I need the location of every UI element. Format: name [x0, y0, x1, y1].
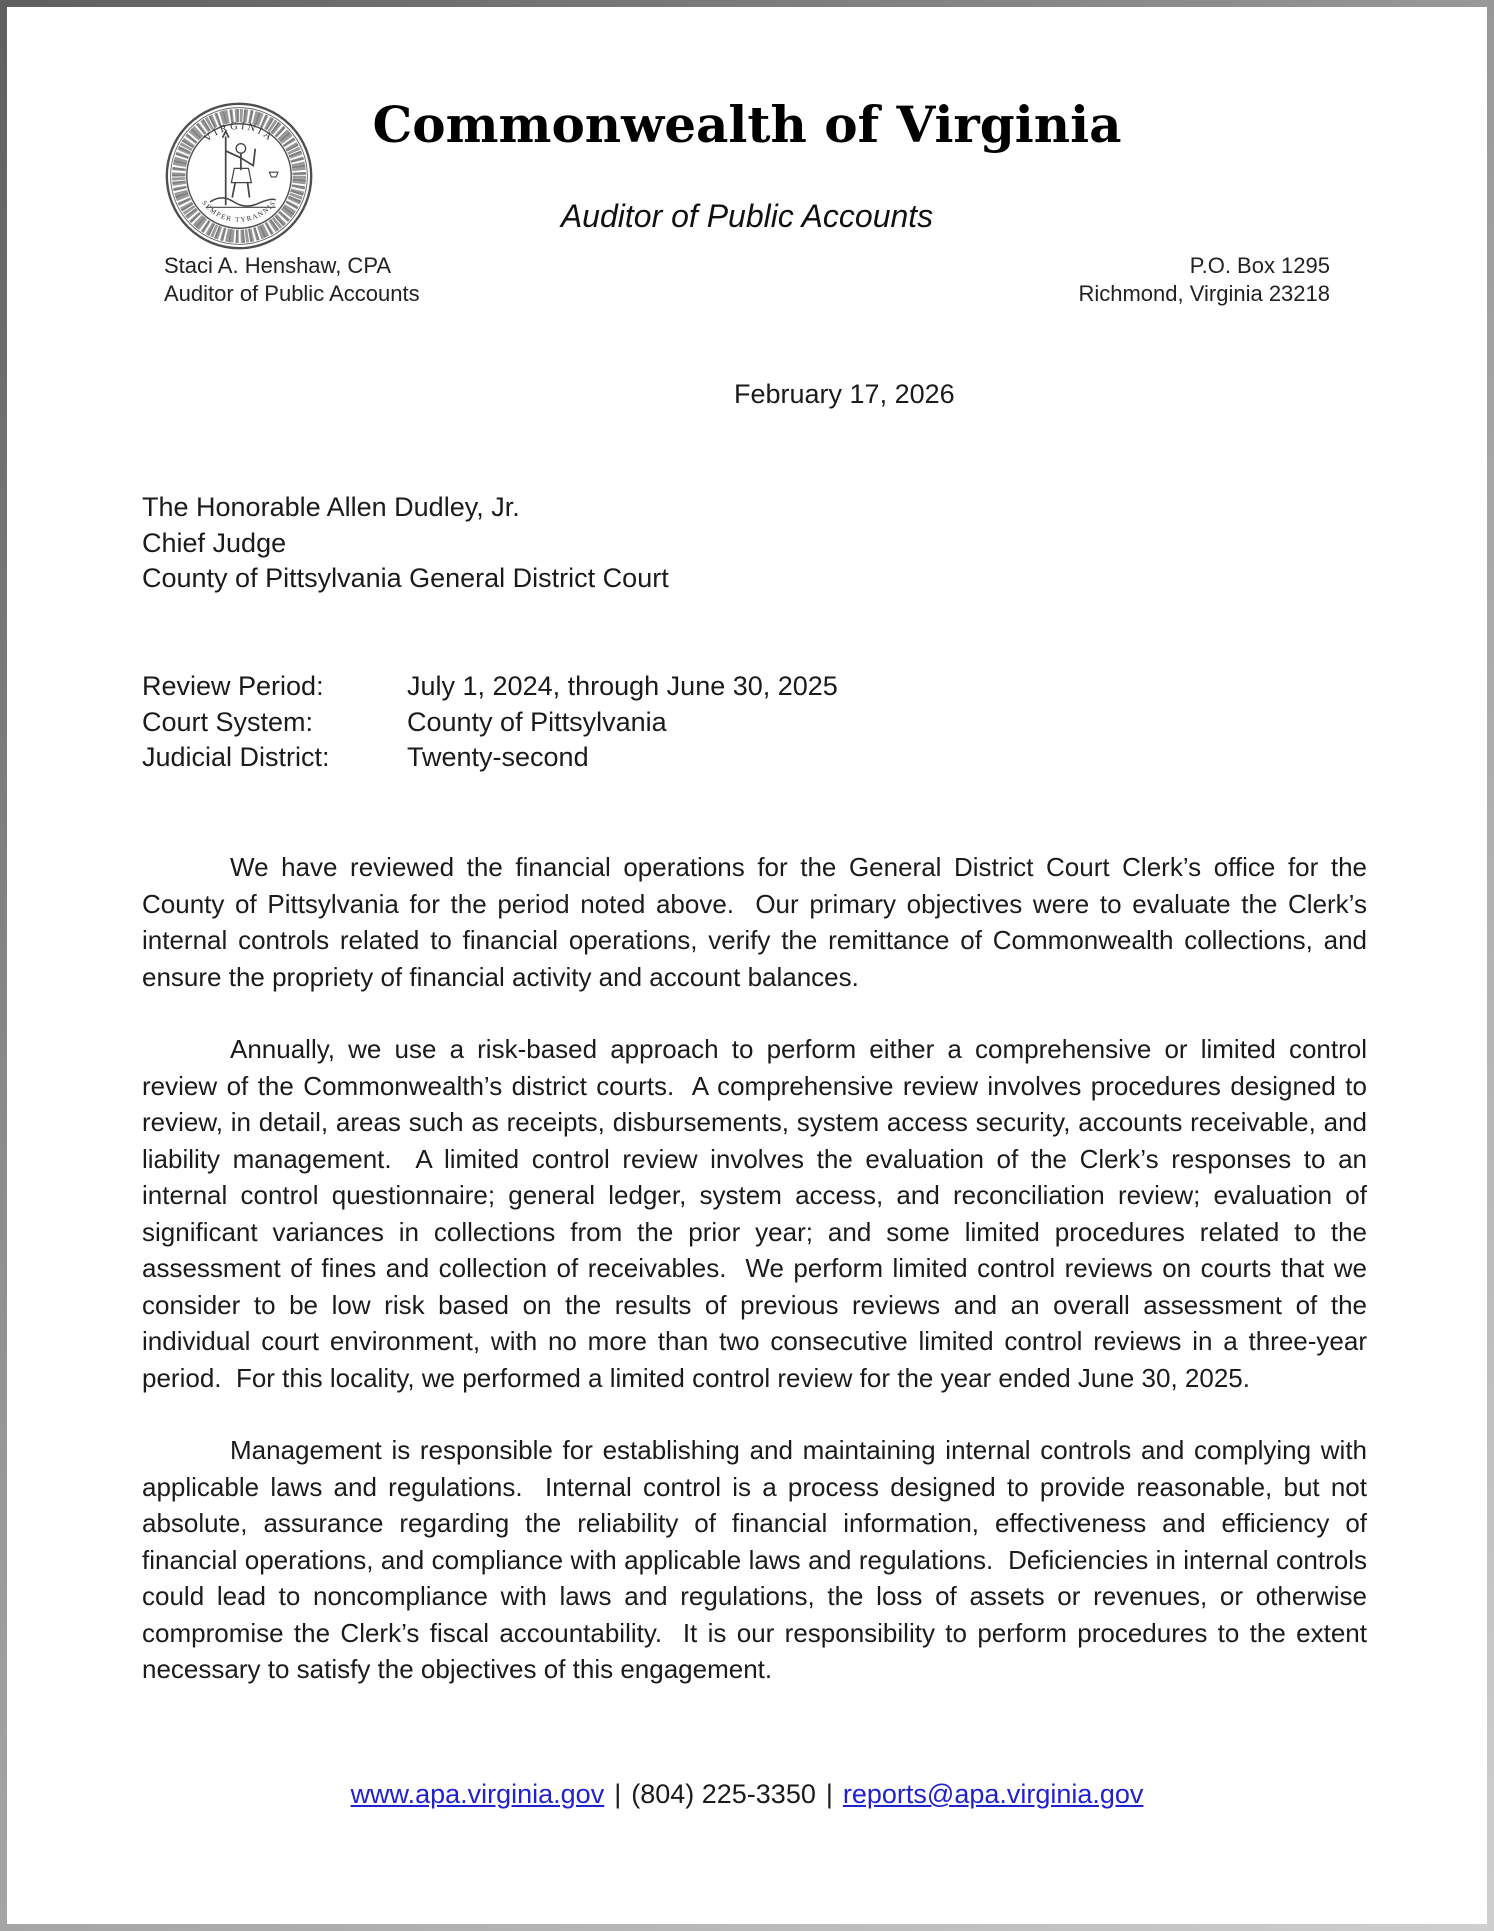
footer-separator: | — [825, 1779, 833, 1809]
auditor-title: Auditor of Public Accounts — [164, 281, 420, 306]
phone-number: (804) 225-3350 — [631, 1779, 816, 1809]
paragraph-objectives: We have reviewed the financial operations for the General District Court Clerk’s office for the County of Pittsylvania for the period noted above. Our primary objectives were to evaluate the Clerk’s internal controls related to financial operations, verify the remittance of Commonwealth collections, and ensure the propriety of financial activity and account balances. — [142, 852, 1375, 992]
detail-row-review-period — [142, 669, 838, 705]
recipient-name: The Honorable Allen Dudley, Jr. — [142, 492, 520, 522]
email-link[interactable]: reports@apa.virginia.gov — [842, 1779, 1144, 1809]
letterhead-address-block — [1078, 252, 1330, 308]
detail-row-court-system — [142, 705, 838, 741]
paragraph-approach: Annually, we use a risk-based approach to perform either a comprehensive or limited control review of the Commonwealth’s district courts. A comprehensive review involves procedures designed to review, in detail, areas such as receipts, disbursements, system access security, accounts receivable, and liability management. A limited control review involves the evaluation of the Clerk’s responses to an internal control questionnaire; general ledger, system access, and reconciliation review; evaluation of significant variances in collections from the prior year; and some limited procedures related to the assessment of fines and collection of receivables. We perform limited control reviews on courts that we consider to be low risk based on the results of previous reviews and an overall assessment of the individual court environment, with no more than two consecutive limited control reviews in a three-year period. For this locality, we performed a limited control review for the year ended June 30, 2025. — [142, 1034, 1375, 1393]
recipient-title: Chief Judge — [142, 527, 287, 558]
letter-body — [142, 849, 1375, 1724]
footer-separator: | — [614, 1779, 622, 1809]
recipient-block — [142, 490, 669, 597]
detail-label: Court System: — [142, 706, 314, 737]
recipient-court: County of Pittsylvania General District Court — [142, 563, 669, 593]
detail-row-judicial-district — [142, 740, 838, 776]
auditor-name: Staci A. Henshaw, CPA — [164, 253, 392, 278]
website-link[interactable]: www.apa.virginia.gov — [350, 1779, 605, 1809]
review-details — [142, 669, 838, 776]
po-box: P.O. Box 1295 — [1189, 253, 1330, 278]
detail-label: Judicial District: — [142, 742, 330, 772]
detail-value: Twenty-second — [407, 742, 589, 772]
detail-value: July 1, 2024, through June 30, 2025 — [407, 671, 838, 701]
city-state-zip: Richmond, Virginia 23218 — [1078, 281, 1330, 306]
seal-bottom-text: SEMPER TYRANNIS — [200, 198, 278, 224]
seal-top-text: VIRGINIA — [202, 120, 276, 145]
letterhead-title: Commonwealth of Virginia — [372, 95, 1122, 154]
footer-contact-line — [7, 1779, 1487, 1810]
detail-value: County of Pittsylvania — [407, 706, 667, 737]
letter-date: February 17, 2026 — [734, 379, 955, 409]
paragraph-responsibility: Management is responsible for establishing and maintaining internal controls and complying with applicable laws and regulations. Internal control is a process designed to provide reasonable, but not absolute, assurance regarding the reliability of financial information, effectiveness and efficiency of financial operations, and compliance with applicable laws and regulations. Deficiencies in internal controls could lead to noncompliance with laws and regulations, the loss of assets or revenues, or otherwise compromise the Clerk’s fiscal accountability. It is our responsibility to perform procedures to the extent necessary to satisfy the objectives of this engagement. — [142, 1435, 1375, 1684]
detail-label: Review Period: — [142, 671, 324, 701]
letterhead-auditor-block — [164, 252, 420, 308]
letterhead-subtitle: Auditor of Public Accounts — [560, 198, 934, 234]
